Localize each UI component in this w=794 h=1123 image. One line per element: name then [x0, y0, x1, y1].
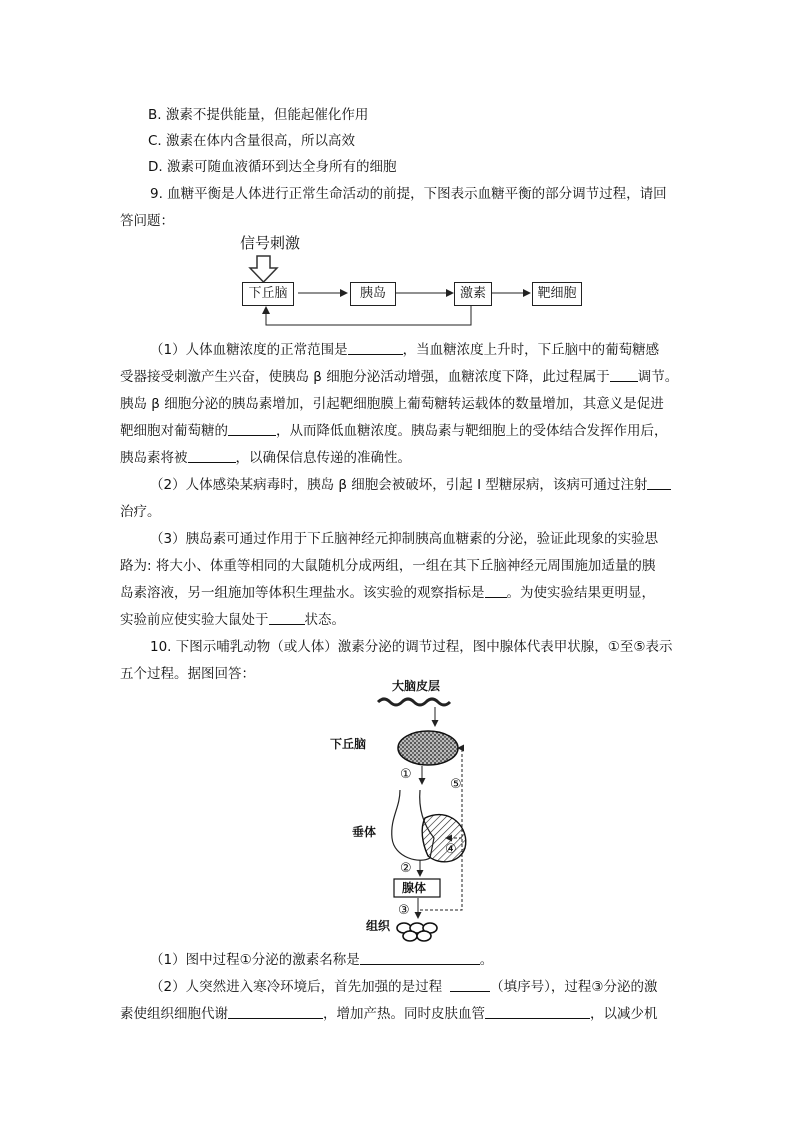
q9-p3-line4: 实验前应使实验大鼠处于 状态。	[120, 612, 345, 628]
answer-blank[interactable]	[360, 950, 480, 965]
q9-p1-line5: 胰岛素将被 ，以确保信息传递的准确性。	[120, 450, 411, 466]
option-d: D. 激素可随血液循环到达全身所有的细胞	[148, 159, 397, 175]
q9-p1-line1: （1）人体血糖浓度的正常范围是 ，当血糖浓度上升时，下丘脑中的葡萄糖感	[150, 342, 660, 358]
process-2-label: ②	[400, 861, 412, 876]
q9-p3-line1: （3）胰岛素可通过作用于下丘脑神经元抑制胰高血糖素的分泌，验证此现象的实验思	[150, 531, 659, 547]
q10-stem-line2: 五个过程。据图回答：	[120, 666, 255, 682]
hypothalamus-shape	[398, 731, 458, 765]
answer-blank[interactable]	[269, 610, 305, 625]
q9-stem-line2: 答问题：	[120, 213, 174, 229]
box-hypothalamus: 下丘脑	[242, 282, 294, 306]
hormone-regulation-figure	[330, 678, 490, 943]
q10-p1-line: （1）图中过程①分泌的激素名称是 。	[150, 952, 494, 968]
q10-stem-line1: 10. 下图示哺乳动物（或人体）激素分泌的调节过程，图中腺体代表甲状腺，①至⑤表示	[150, 639, 673, 655]
answer-blank[interactable]	[348, 340, 403, 355]
q10-p2-line1: （2）人突然进入寒冷环境后，首先加强的是过程 （填序号），过程③分泌的激	[150, 979, 658, 995]
answer-blank[interactable]	[228, 1004, 323, 1019]
option-b: B. 激素不提供能量，但能起催化作用	[148, 107, 369, 123]
signal-label: 信号刺激	[240, 234, 301, 252]
q9-p1-line4: 靶细胞对葡萄糖的 ，从而降低血糖浓度。胰岛素与靶细胞上的受体结合发挥作用后，	[120, 423, 668, 439]
q9-p1-line2: 受器接受刺激产生兴奋，使胰岛 β 细胞分泌活动增强，血糖浓度下降，此过程属于 调节。	[120, 369, 679, 385]
answer-blank[interactable]	[485, 583, 507, 598]
hypothalamus-label: 下丘脑	[330, 737, 367, 751]
hormone-regulation-svg	[330, 678, 490, 943]
q9-p2-line2: 治疗。	[120, 504, 161, 520]
cortex-wave-icon	[378, 699, 450, 705]
feedback-arrow	[266, 305, 471, 325]
answer-blank[interactable]	[610, 367, 638, 382]
q9-p3-line2: 路为: 将大小、体重等相同的大鼠随机分成两组，一组在其下丘脑神经元周围施加适量的胰	[120, 558, 656, 574]
q9-stem-line1: 9. 血糖平衡是人体进行正常生命活动的前提，下图表示血糖平衡的部分调节过程，请回	[150, 186, 667, 202]
answer-blank[interactable]	[188, 448, 236, 463]
blood-glucose-flow-diagram	[230, 230, 590, 335]
answer-blank[interactable]	[228, 421, 276, 436]
answer-blank[interactable]	[485, 1004, 590, 1019]
answer-blank[interactable]	[450, 977, 490, 992]
q10-p2-line2: 素使组织细胞代谢 ，增加产热。同时皮肤血管 ，以减少机	[120, 1006, 658, 1022]
q9-p1-line3: 胰岛 β 细胞分泌的胰岛素增加，引起靶细胞膜上葡萄糖转运载体的数量增加，其意义是促进	[120, 396, 664, 412]
gland-label: 腺体	[402, 881, 427, 895]
q9-p2-line1: （2）人体感染某病毒时，胰岛 β 细胞会被破坏，引起 I 型糖尿病，该病可通过注射	[150, 475, 706, 495]
process-1-label: ①	[400, 767, 412, 782]
signal-arrow-icon	[250, 256, 277, 282]
pituitary-label: 垂体	[352, 825, 377, 839]
process-5-label: ⑤	[450, 777, 462, 792]
box-target-cell: 靶细胞	[532, 282, 582, 306]
tissue-cells-icon	[397, 923, 437, 941]
process-4-label: ④	[445, 842, 457, 857]
q9-p3-line3: 岛素溶液，另一组施加等体积生理盐水。该实验的观察指标是 。为使实验结果更明显，	[120, 585, 655, 601]
tissue-label: 组织	[366, 919, 391, 933]
box-hormone: 激素	[454, 282, 492, 306]
cortex-label: 大脑皮层	[392, 679, 441, 693]
box-islet: 胰岛	[350, 282, 396, 306]
answer-blank[interactable]	[647, 475, 671, 490]
process-3-label: ③	[398, 903, 410, 918]
option-c: C. 激素在体内含量很高，所以高效	[148, 133, 356, 149]
